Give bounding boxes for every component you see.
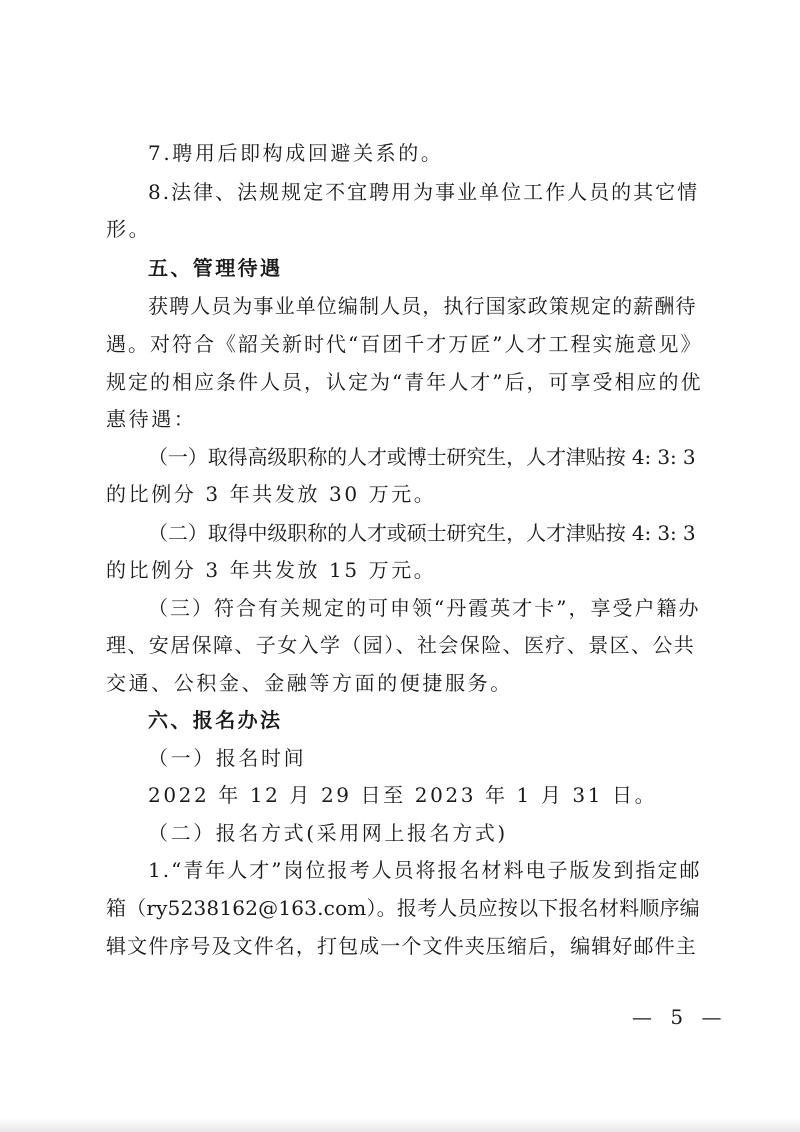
list-item-8-line-2: 形。	[106, 217, 152, 241]
scan-edge-shadow	[0, 1118, 800, 1132]
method-item-1-line-1: 1.“青年人才”岗位报考人员将报名材料电子版发到指定邮	[148, 858, 702, 882]
section-heading-management-benefits: 五、管理待遇	[148, 256, 283, 280]
paragraph-line: 获聘人员为事业单位编制人员，执行国家政策规定的薪酬待	[148, 294, 697, 318]
benefit-item-3-line-1: （三）符合有关规定的可申领“丹霞英才卡”，享受户籍办	[148, 596, 701, 620]
benefit-item-3-line-2: 理、安居保障、子女入学（园）、社会保险、医疗、景区、公共	[106, 633, 696, 657]
paragraph-line: 惠待遇：	[106, 407, 197, 431]
benefit-item-3-line-3: 交通、公积金、金融等方面的便捷服务。	[106, 671, 513, 695]
subsection-heading-registration-method: （二）报名方式(采用网上报名方式)	[148, 821, 508, 845]
benefit-item-1-line-1: （一）取得高级职称的人才或博士研究生，人才津贴按 4: 3: 3	[148, 445, 696, 469]
benefit-item-1-line-2: 的比例分 3 年共发放 30 万元。	[106, 482, 437, 506]
page-number: — 5 —	[632, 1005, 728, 1029]
benefit-item-2-line-2: 的比例分 3 年共发放 15 万元。	[106, 558, 437, 582]
list-item-8-line-1: 8.法律、法规规定不宜聘用为事业单位工作人员的其它情	[148, 180, 700, 204]
paragraph-line: 遇。对符合《韶关新时代“百团千才万匠”人才工程实施意见》	[106, 332, 703, 356]
benefit-item-2-line-1: （二）取得中级职称的人才或硕士研究生，人才津贴按 4: 3: 3	[148, 521, 696, 545]
method-item-1-line-2: 箱（ry5238162@163.com）。报考人员应按以下报名材料顺序编	[106, 896, 700, 920]
list-item-7: 7.聘用后即构成回避关系的。	[148, 141, 444, 165]
section-heading-registration: 六、报名办法	[148, 708, 283, 732]
method-item-1-line-3: 辑文件序号及文件名，打包成一个文件夹压缩后，编辑好邮件主	[106, 934, 697, 958]
subsection-heading-registration-time: （一）报名时间	[148, 746, 307, 770]
registration-date-range: 2022 年 12 月 29 日至 2023 年 1 月 31 日。	[148, 783, 658, 807]
paragraph-line: 规定的相应条件人员，认定为“青年人才”后，可享受相应的优	[106, 370, 703, 394]
